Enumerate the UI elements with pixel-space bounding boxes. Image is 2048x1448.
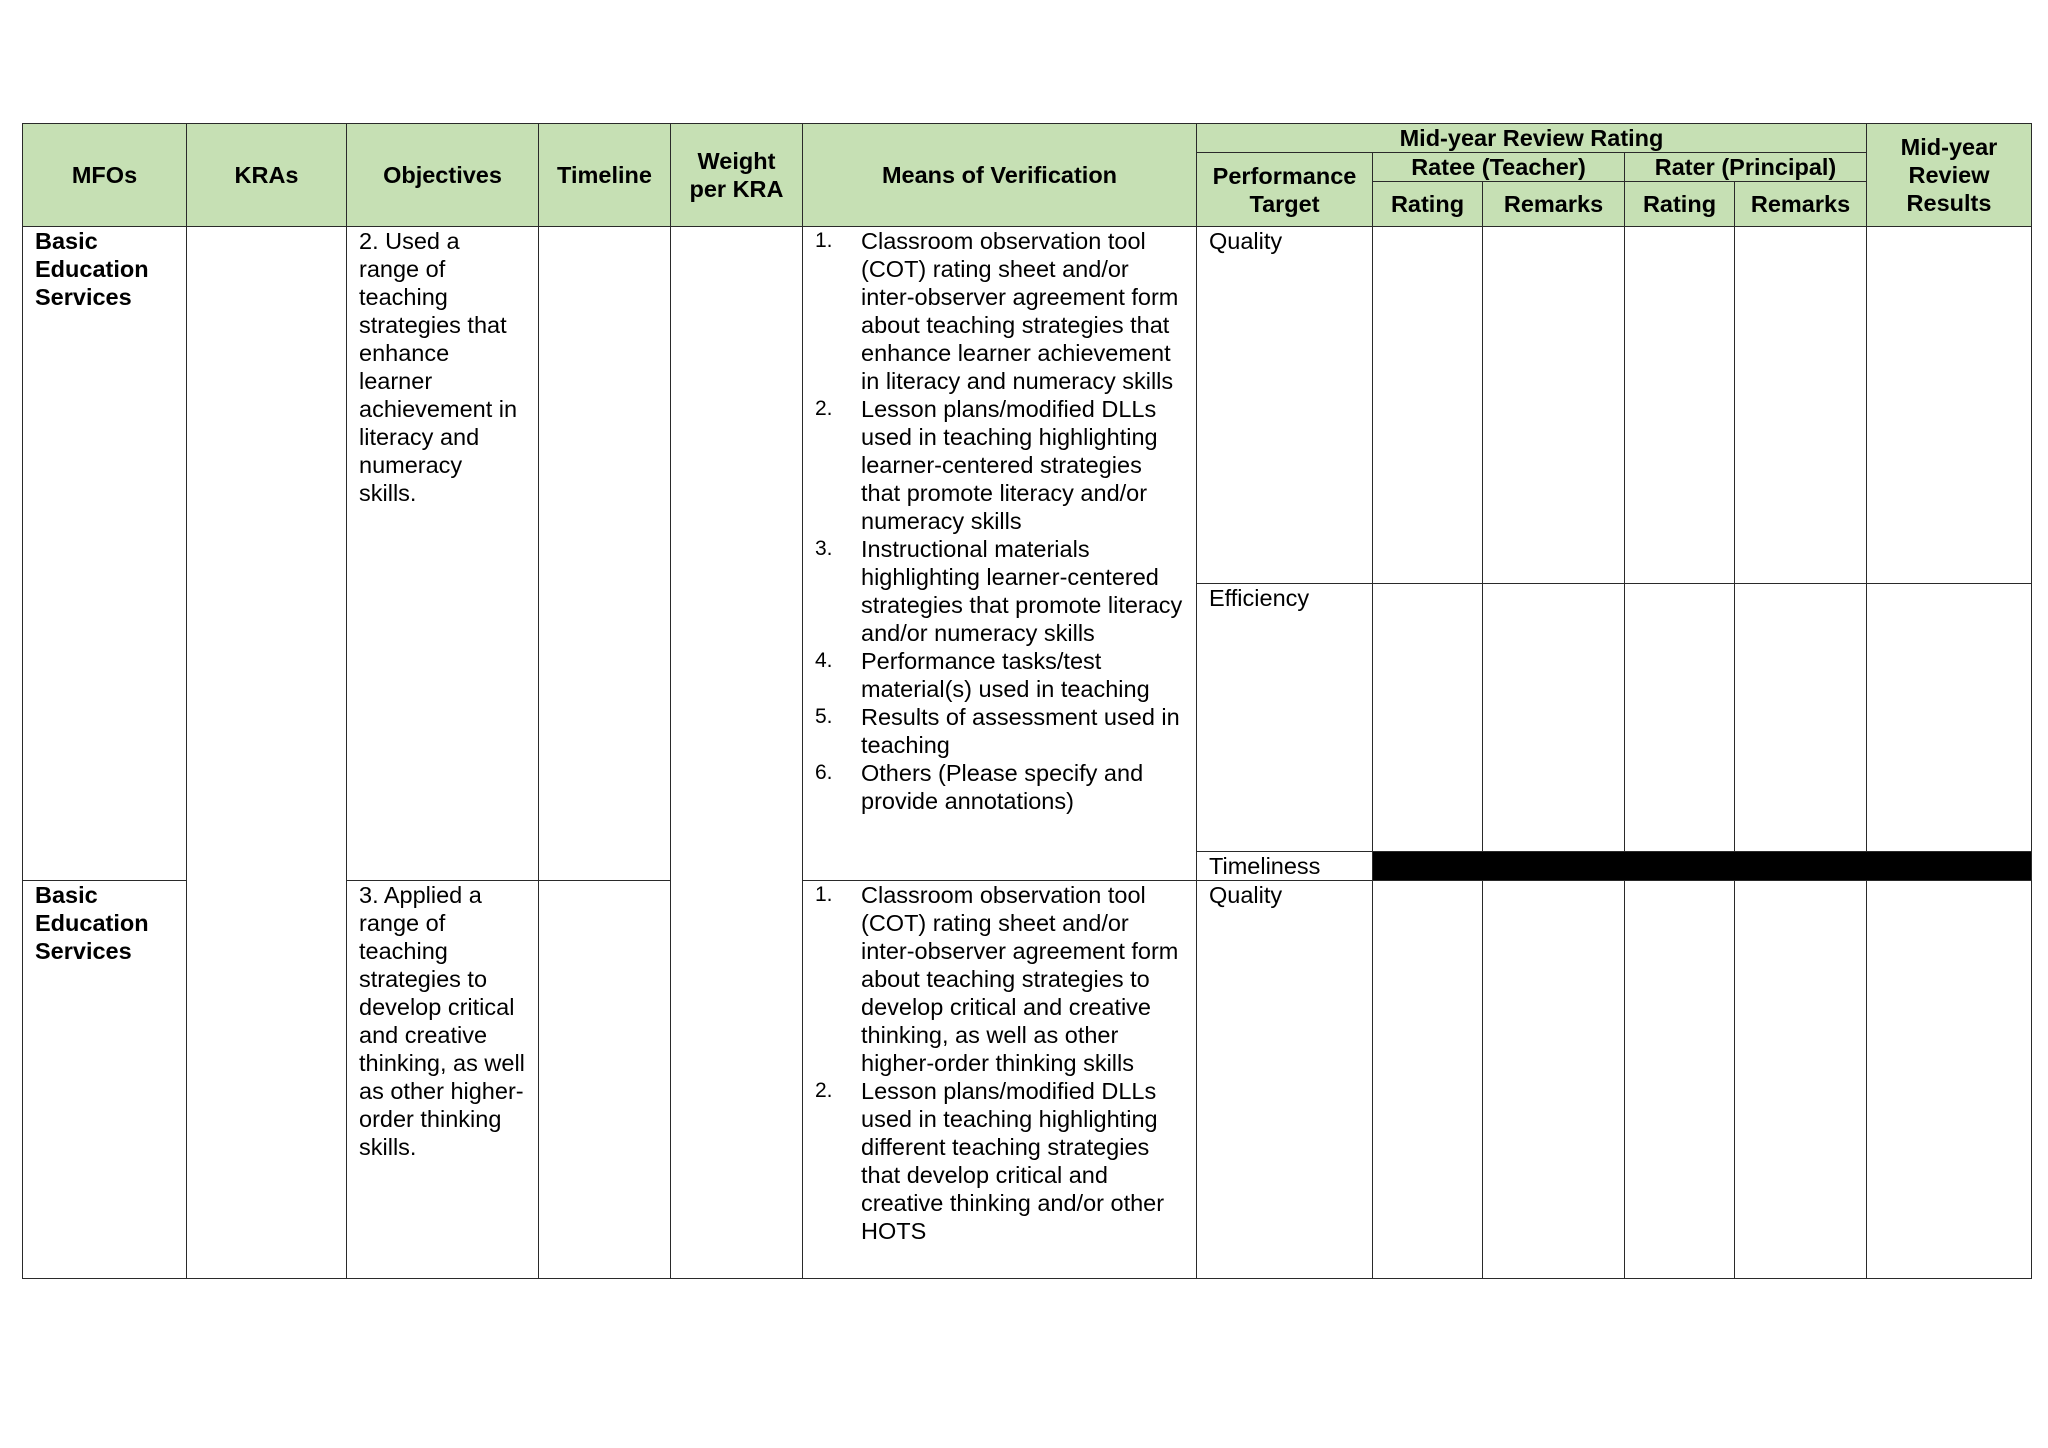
mfo-cell: Basic Education Services [23,227,187,881]
list-item: 5. Results of assessment used in teaching [815,704,1180,758]
header-rater: Rater (Principal) [1625,153,1867,182]
header-performance-target: Performance Target [1197,153,1373,227]
mov-cell [803,227,1197,881]
header-midyear-review-rating: Mid-year Review Rating [1197,124,1867,153]
mov-list [815,227,1184,815]
list-item: 2. Lesson plans/modified DLLs used in teaching highlighting different teaching strategies that develop critical and creative thinking and/or other HOTS [815,1078,1165,1244]
timeline-cell [539,227,671,881]
weight-cell [671,227,803,1279]
table-row [23,227,2032,584]
mov-list [815,881,1184,1245]
header-objectives: Objectives [347,124,539,227]
header-rater-rating: Rating [1625,182,1735,227]
performance-target-quality: Quality [1197,227,1373,584]
ratee-remarks-input[interactable] [1483,227,1625,584]
midyear-results-input[interactable] [1867,881,2032,1279]
ratee-remarks-input[interactable] [1483,584,1625,852]
rater-rating-input[interactable] [1625,227,1735,584]
midyear-results-input[interactable] [1867,227,2032,584]
header-means-of-verification: Means of Verification [803,124,1197,227]
rater-remarks-input[interactable] [1735,227,1867,584]
header-midyear-review-results: Mid-year Review Results [1867,124,2032,227]
performance-target-efficiency: Efficiency [1197,584,1373,852]
kra-cell [187,227,347,1279]
ratee-rating-input[interactable] [1373,227,1483,584]
mfo-cell: Basic Education Services [23,881,187,1279]
mov-cell [803,881,1197,1279]
timeline-cell [539,881,671,1279]
performance-target-quality: Quality [1197,881,1373,1279]
header-mfos: MFOs [23,124,187,227]
ratee-rating-input[interactable] [1373,881,1483,1279]
objective-cell: 3. Applied a range of teaching strategies to develop critical and creative thinking, as well as other higher-order thinking skills. [347,881,539,1279]
rater-rating-input[interactable] [1625,584,1735,852]
ipcrf-table [22,123,2032,1279]
list-item: 1. Classroom observation tool (COT) rating sheet and/or inter-observer agreement form about teaching strategies that enhance learner achievement in literacy and numeracy skills [815,228,1179,394]
midyear-results-input[interactable] [1867,584,2032,852]
rater-remarks-input[interactable] [1735,881,1867,1279]
rater-remarks-input[interactable] [1735,584,1867,852]
header-kras: KRAs [187,124,347,227]
rater-rating-input[interactable] [1625,881,1735,1279]
blocked-cells [1373,852,2032,881]
header-timeline: Timeline [539,124,671,227]
header-ratee: Ratee (Teacher) [1373,153,1625,182]
header-weight: Weight per KRA [671,124,803,227]
list-item: 1. Classroom observation tool (COT) rating sheet and/or inter-observer agreement form about teaching strategies to develop critical and creative thinking, as well as other higher-order thinking skills [815,882,1179,1076]
header-ratee-rating: Rating [1373,182,1483,227]
objective-cell: 2. Used a range of teaching strategies that enhance learner achievement in literacy and numeracy skills. [347,227,539,881]
header-rater-remarks: Remarks [1735,182,1867,227]
list-item: 3. Instructional materials highlighting learner-centered strategies that promote literacy and/or numeracy skills [815,536,1183,646]
ratee-remarks-input[interactable] [1483,881,1625,1279]
list-item: 6. Others (Please specify and provide annotations) [815,760,1144,814]
list-item: 4. Performance tasks/test material(s) used in teaching [815,648,1150,702]
performance-target-timeliness: Timeliness [1197,852,1373,881]
header-ratee-remarks: Remarks [1483,182,1625,227]
ratee-rating-input[interactable] [1373,584,1483,852]
list-item: 2. Lesson plans/modified DLLs used in teaching highlighting learner-centered strategies that promote literacy and/or numeracy skills [815,396,1158,534]
